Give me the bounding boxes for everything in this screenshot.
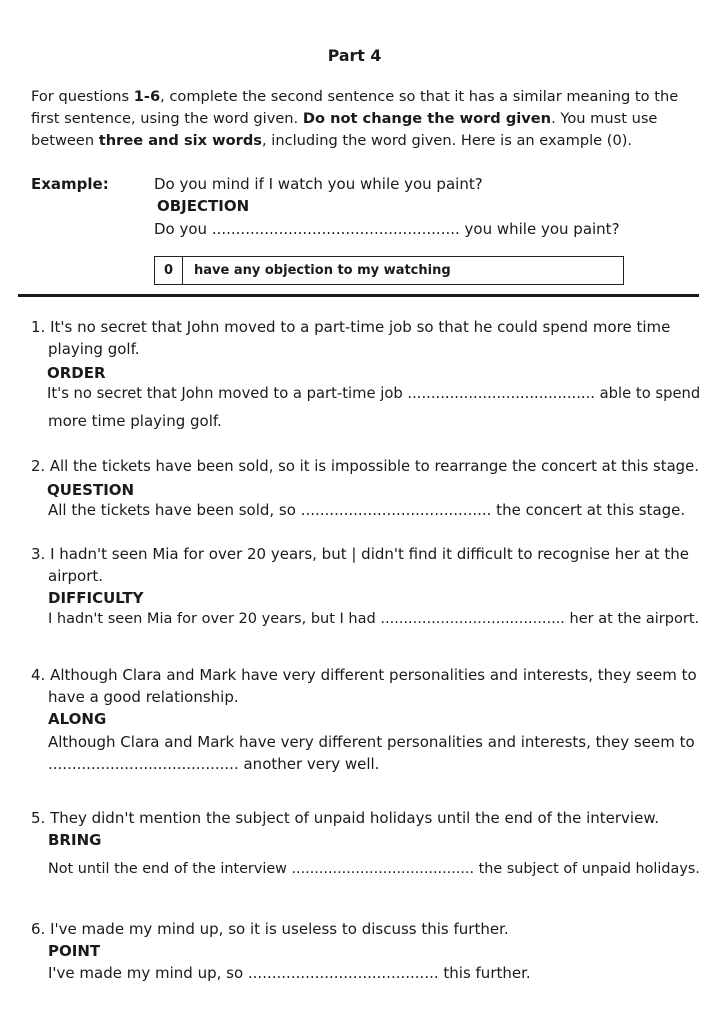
question-2-gapped-line: All the tickets have been sold, so ........................................ the concert at this stage. — [48, 501, 686, 519]
question-3-gapped-line: I hadn't seen Mia for over 20 years, but I had ........................................ her at the airport. — [48, 611, 700, 627]
page-title: Part 4 — [327, 46, 382, 65]
question-1-sentence-line-2: playing golf. — [48, 340, 140, 358]
instructions-line-3: between three and six words, including the word given. Here is an example (0). — [31, 132, 633, 149]
question-4-sentence-line-2: have a good relationship. — [48, 688, 239, 706]
question-4-keyword: ALONG — [48, 710, 107, 728]
question-1-keyword: ORDER — [47, 364, 106, 382]
question-4-sentence-line-1: 4. Although Clara and Mark have very different personalities and interests, they seem to — [31, 666, 697, 684]
instructions — [31, 86, 696, 152]
section-divider — [18, 294, 699, 297]
question-3-sentence-line-1: 3. I hadn't seen Mia for over 20 years, but | didn't find it difficult to recognise her at the — [31, 545, 689, 563]
question-3-keyword: DIFFICULTY — [48, 589, 144, 607]
question-1-sentence-line-1: 1. It's no secret that John moved to a part-time job so that he could spend more time — [31, 318, 671, 336]
question-4-gapped-line-1: Although Clara and Mark have very different personalities and interests, they seem to — [48, 733, 695, 751]
example-gapped-sentence: Do you .................................................... you while you paint? — [154, 220, 620, 238]
question-5-gapped-line: Not until the end of the interview ........................................ the subject of unpaid holidays. — [48, 861, 700, 877]
question-6-keyword: POINT — [48, 942, 101, 960]
example-answer-number: 0 — [155, 257, 183, 284]
example-label: Example: — [31, 175, 109, 193]
question-6-sentence: 6. I've made my mind up, so it is useless to discuss this further. — [31, 920, 509, 938]
question-4-gapped-line-2: ........................................ another very well. — [48, 755, 380, 773]
instructions-line-1: For questions 1-6, complete the second sentence so that it has a similar meaning to the — [31, 88, 679, 105]
question-3-sentence-line-2: airport. — [48, 567, 104, 585]
instructions-line-2: first sentence, using the word given. Do not change the word given. You must use — [31, 110, 658, 127]
example-keyword: OBJECTION — [157, 197, 250, 215]
example-answer-box — [154, 256, 624, 285]
question-1-gapped-line-1: It's no secret that John moved to a part-time job ........................................ able to spend — [47, 385, 701, 402]
question-2-keyword: QUESTION — [47, 481, 135, 499]
question-2-sentence: 2. All the tickets have been sold, so it is impossible to rearrange the concert at this stage. — [31, 458, 699, 475]
example-answer-text: have any objection to my watching — [194, 263, 451, 278]
question-5-keyword: BRING — [48, 831, 102, 849]
example-sentence: Do you mind if I watch you while you paint? — [154, 175, 483, 193]
question-5-sentence: 5. They didn't mention the subject of unpaid holidays until the end of the interview. — [31, 809, 659, 827]
question-6-gapped-line: I've made my mind up, so ........................................ this further. — [48, 964, 531, 982]
question-1-gapped-line-2: more time playing golf. — [48, 412, 222, 430]
